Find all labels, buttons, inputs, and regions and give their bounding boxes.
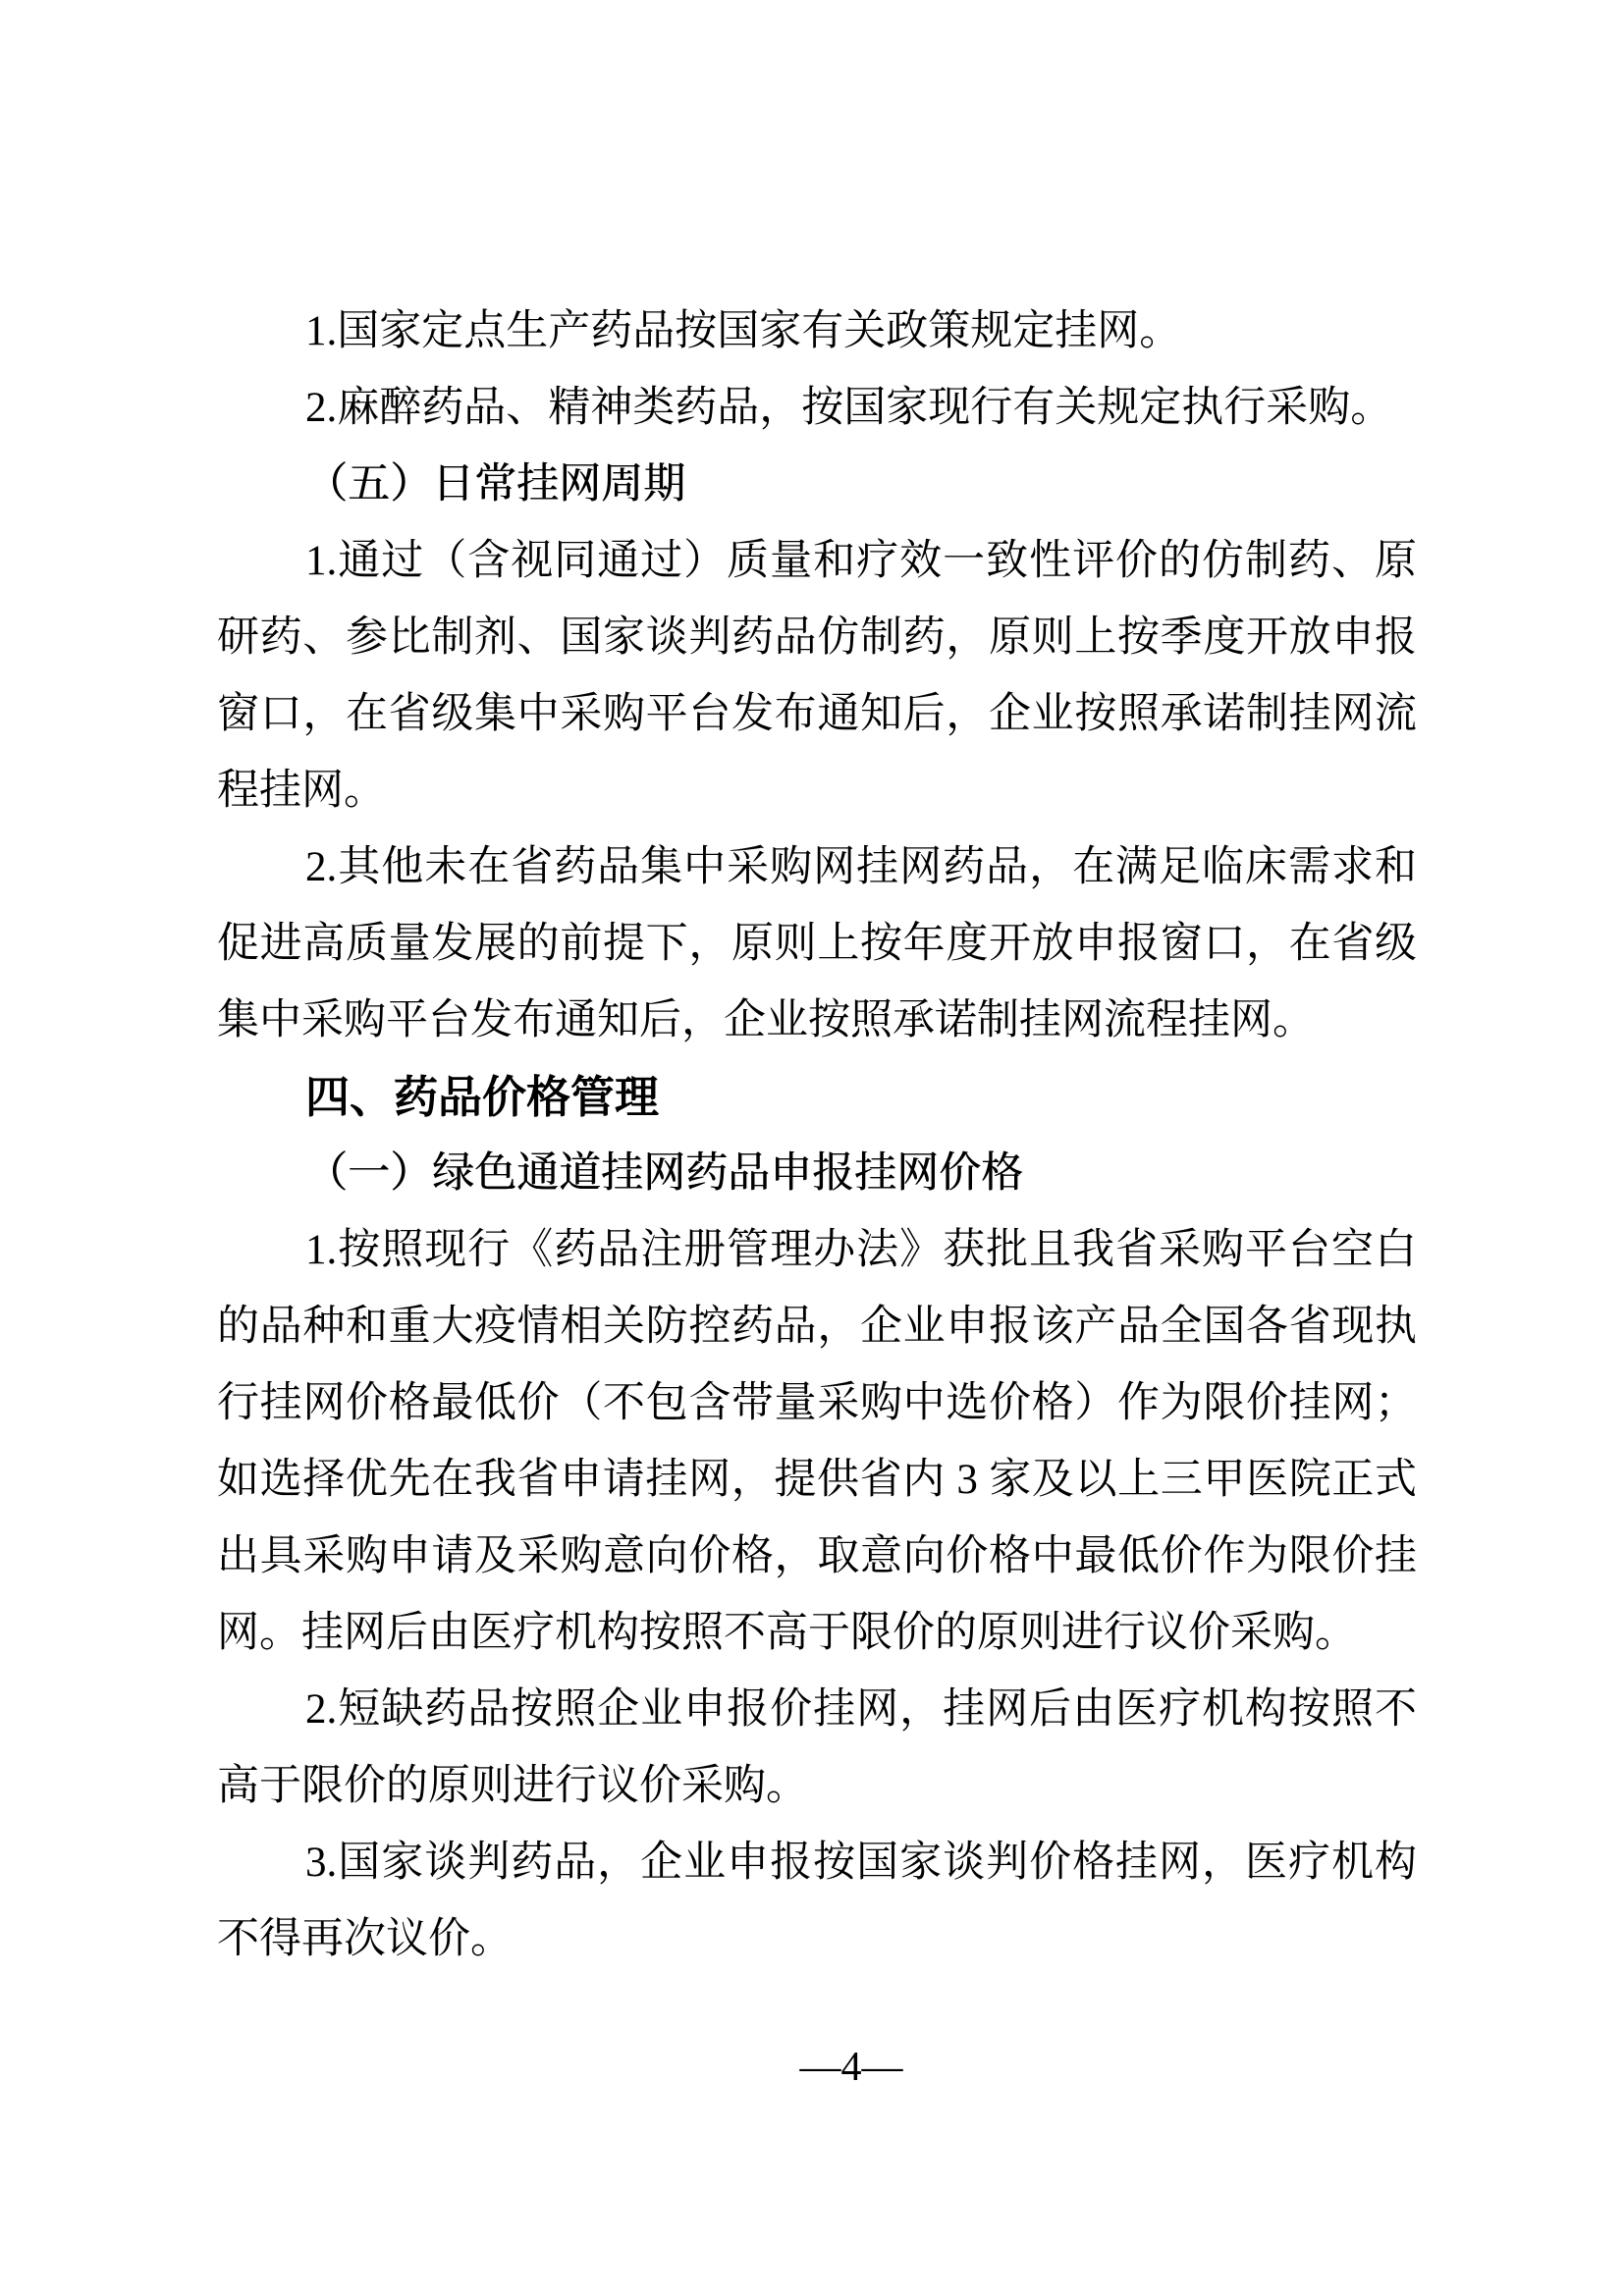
document-line: 高于限价的原则进行议价采购。 [217, 1763, 808, 1809]
document-line: 1.国家定点生产药品按国家有关政策规定挂网。 [305, 308, 1182, 354]
document-line: 研药、参比制剂、国家谈判药品仿制药，原则上按季度开放申报 [217, 614, 1417, 661]
subsection-heading-1: （一）绿色通道挂网药品申报挂网价格 [305, 1150, 1023, 1197]
document-line: 窗口，在省级集中采购平台发布通知后，企业按照承诺制挂网流 [217, 691, 1417, 737]
section-heading-4: 四、药品价格管理 [305, 1072, 660, 1122]
document-line: 1.通过（含视同通过）质量和疗效一致性评价的仿制药、原 [305, 538, 1417, 584]
document-line: 2.短缺药品按照企业申报价挂网，挂网后由医疗机构按照不 [305, 1686, 1417, 1733]
document-line: 1.按照现行《药品注册管理办法》获批且我省采购平台空白 [305, 1227, 1417, 1273]
document-line: 网。挂网后由医疗机构按照不高于限价的原则进行议价采购。 [217, 1610, 1357, 1656]
document-line: 2.麻醉药品、精神类药品，按国家现行有关规定执行采购。 [305, 385, 1393, 431]
document-line: 不得再次议价。 [217, 1916, 513, 1962]
document-line: 程挂网。 [217, 768, 386, 814]
document-line: 如选择优先在我省申请挂网，提供省内 3 家及以上三甲医院正式 [217, 1457, 1417, 1503]
document-line: 集中采购平台发布通知后，企业按照承诺制挂网流程挂网。 [217, 997, 1315, 1043]
subsection-heading-5: （五）日常挂网周期 [305, 461, 685, 507]
document-line: 促进高质量发展的前提下，原则上按年度开放申报窗口，在省级 [217, 921, 1417, 967]
text-block [217, 294, 1417, 1978]
document-line: 3.国家谈判药品，企业申报按国家谈判价格挂网，医疗机构 [305, 1840, 1417, 1886]
document-line: 行挂网价格最低价（不包含带量采购中选价格）作为限价挂网； [217, 1380, 1417, 1426]
document-line: 2.其他未在省药品集中采购网挂网药品，在满足临床需求和 [305, 844, 1417, 890]
document-line: 的品种和重大疫情相关防控药品，企业申报该产品全国各省现执 [217, 1304, 1417, 1350]
page-number: —4— [799, 2045, 903, 2090]
document-line: 出具采购申请及采购意向价格，取意向价格中最低价作为限价挂 [217, 1533, 1417, 1579]
